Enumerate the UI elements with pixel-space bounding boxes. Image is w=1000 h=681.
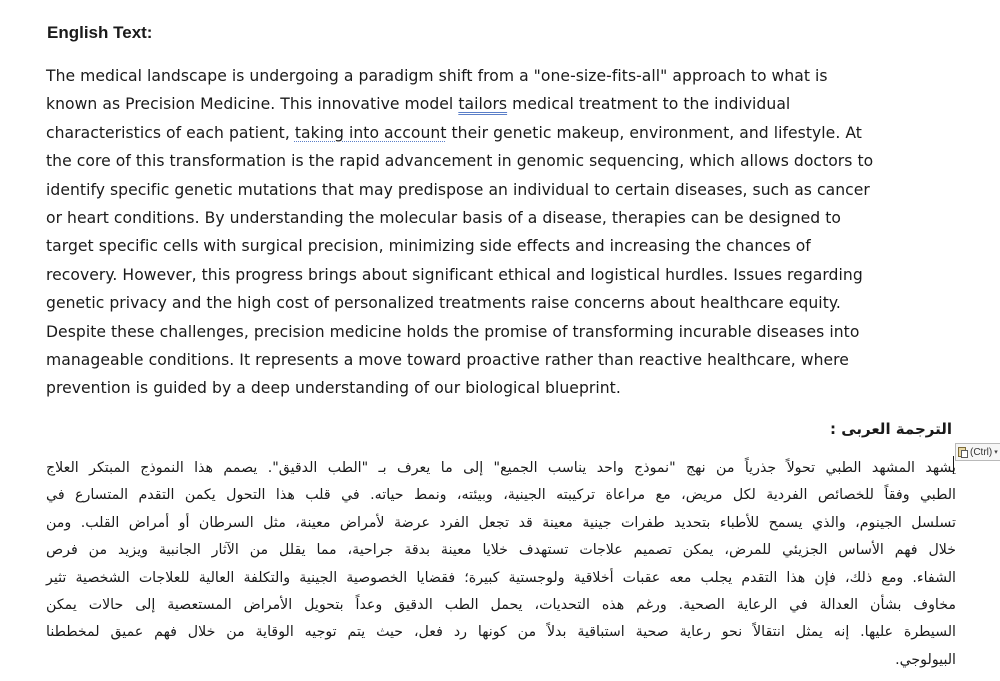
english-line (46, 261, 961, 289)
english-text-run: medical treatment to the individual (507, 95, 791, 114)
grammar-suggestion-underline: tailors (458, 95, 508, 114)
english-paragraph (46, 62, 961, 403)
arabic-line: الطبي وفقاً للخصائص الفردية لكل مريض، مع مراعاة تركيبته الجينية، وبيئته، ونمط حياته. في قلب هذا التحول يكمن التقدم المتسارع في (46, 487, 956, 504)
english-text-run: manageable conditions. It represents a move toward proactive rather than reactive healthcare, where (46, 350, 849, 369)
english-text-run: genetic privacy and the high cost of personalized treatments raise concerns about healthcare equity. (46, 294, 841, 313)
arabic-line: تسلسل الجينوم، والذي يسمح للأطباء بتحديد طفرات جينية معينة قد تجعل الفرد عرضة لأمراض معينة، مثل السرطان أو أمراض القلب. ومن (46, 514, 956, 531)
english-line (46, 232, 961, 260)
english-line (46, 62, 961, 90)
english-line (46, 204, 961, 232)
english-text-run: recovery. However, this progress brings about significant ethical and logistical hurdles. Issues regarding (46, 265, 863, 284)
english-line (46, 318, 961, 346)
english-line (46, 289, 961, 317)
english-text-run: identify specific genetic mutations that may predispose an individual to certain diseases, such as cancer (46, 180, 870, 199)
english-text-run: their genetic makeup, environment, and lifestyle. At (446, 123, 862, 142)
arabic-line: خلال فهم الأساس الجزيئي للمرض، يمكن تصميم علاجات تستهدف خلايا معينة بدقة جراحية، مما يقلل من الآثار الجانبية ويزيد من فرص (46, 542, 956, 559)
paste-options-button[interactable] (955, 443, 1000, 461)
english-text-run: target specific cells with surgical precision, minimizing side effects and increasing the chances of (46, 237, 811, 256)
english-line (46, 119, 961, 147)
english-line (46, 147, 961, 175)
english-line (46, 374, 961, 402)
style-suggestion-underline: taking into account (294, 123, 447, 142)
english-line (46, 90, 961, 118)
english-section-heading: English Text: (47, 23, 153, 42)
english-text-run: prevention is guided by a deep understanding of our biological blueprint. (46, 379, 621, 398)
arabic-line: مخاوف بشأن العدالة في الرعاية الصحية. ورغم هذه التحديات، يحمل الطب الدقيق وعداً بتحويل الأمراض المستعصية إلى حالات يمكن (46, 596, 956, 613)
chevron-down-icon: ▾ (994, 449, 998, 456)
clipboard-paste-icon (958, 446, 968, 458)
arabic-line: السيطرة عليها. إنه يمثل انتقالاً نحو رعاية صحية استباقية بدلاً من كونها رد فعل، حيث يتم توجيه الوقاية من خلال فهم عميق لمخططنا (46, 624, 956, 641)
english-text-run: Despite these challenges, precision medicine holds the promise of transforming incurable diseases into (46, 322, 860, 341)
arabic-paragraph (46, 455, 956, 674)
english-text-run: characteristics of each patient, (46, 123, 295, 142)
english-line (46, 346, 961, 374)
english-text-run: known as Precision Medicine. This innovative model (46, 95, 459, 114)
arabic-line: الشفاء. ومع ذلك، فإن هذا التقدم يجلب معه عقبات أخلاقية ولوجستية كبيرة؛ فقضايا الخصوصية الجينية والتكلفة العالية للعلاجات الشخصية تثير (46, 569, 956, 586)
arabic-line: البيولوجي. (895, 651, 956, 668)
english-text-run: the core of this transformation is the rapid advancement in genomic sequencing, which allows doctors to (46, 152, 874, 171)
paste-options-label: (Ctrl) (970, 446, 993, 458)
english-text-run: The medical landscape is undergoing a paradigm shift from a "one-size-fits-all" approach to what is (46, 67, 828, 85)
arabic-section-heading: الترجمة العربى : (829, 420, 952, 438)
english-line (46, 176, 961, 204)
arabic-line: يشهد المشهد الطبي تحولاً جذرياً من نهج "نموذج واحد يناسب الجميع" إلى ما يعرف بـ "الطب الدقيق". يصمم هذا النموذج المبتكر العلاج (46, 460, 956, 476)
english-text-run: or heart conditions. By understanding the molecular basis of a disease, therapies can be designed to (46, 208, 842, 227)
